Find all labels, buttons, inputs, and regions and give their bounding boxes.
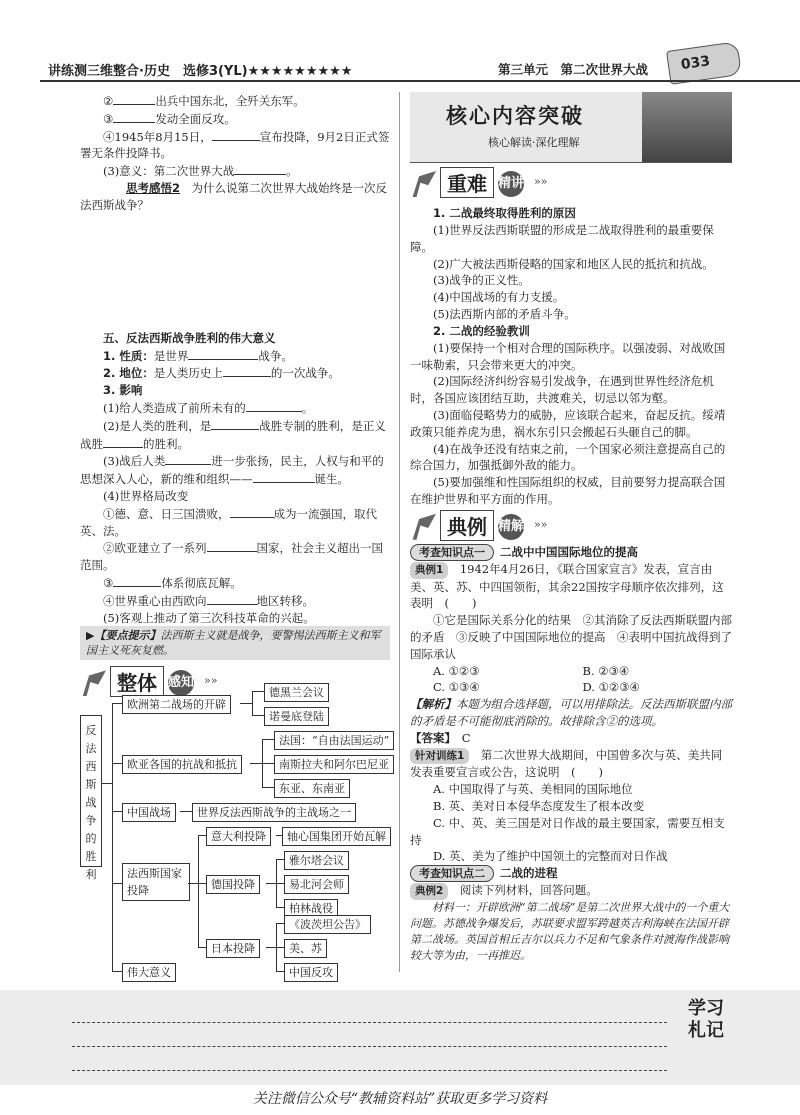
list-item: (4)世界格局改变: [103, 488, 189, 503]
tree-node: 伟大意义: [122, 963, 176, 982]
list-item: (5)法西斯内部的矛盾斗争。: [433, 306, 576, 321]
list-item: (2)是人类的胜利，是 战胜专制的胜利，是正义战胜 的胜利。: [80, 418, 386, 451]
options-row: [410, 679, 732, 696]
list-item: (5)客观上推动了第三次科技革命的兴起。: [103, 610, 315, 625]
tree-node: 德黑兰会议: [264, 683, 329, 702]
list-item: (1)给人类造成了前所未有的 。: [103, 400, 314, 415]
list-item: (3)战后人类 进一步张扬，民主，人权与和平的思想深入人心，新的维和组织—— 诞生。: [80, 454, 384, 487]
knowledge-tree: [80, 683, 390, 983]
list-item: 3. 影响: [103, 383, 143, 398]
tree-node: 易北河会师: [284, 875, 349, 894]
tree-node: 雅尔塔会议: [284, 851, 349, 870]
tree-node: 轴心国集团开始瓦解: [282, 827, 391, 846]
tree-node: 法西斯国家投降: [122, 863, 190, 901]
tree-node: 日本投降: [206, 939, 260, 958]
notes-title: 学习札记: [688, 998, 724, 1041]
think-label: 思考感悟2: [126, 180, 181, 195]
example-2: 典例2 阅读下列材料，回答问题。: [410, 882, 732, 900]
core-content-header: [410, 92, 732, 163]
section-title: 五、反法西斯战争胜利的伟大意义: [103, 330, 276, 345]
list-item: ①德、意、日三国溃败， 成为一流强国，取代英、法。: [80, 506, 377, 538]
focus-banner: 重难 精讲 »»: [410, 167, 732, 205]
example-statements: ①它是国际关系分化的结果 ②其消除了反法西斯联盟内部的矛盾 ③反映了中国国际地位的提高 ④表明中国抗战得到了国际承认: [410, 613, 732, 661]
material: 材料一：开辟欧洲“第二战场”是第二次世界大战中的一个重大问题。苏德战争爆发后，苏联要求盟军跨越英吉利海峡在法国开辟第二战场。英国首相丘吉尔以兵力不足和气象条件对渡海作战影响较大等为由，一再推迟。: [410, 900, 730, 962]
list-item: (5)要加强维和性国际组织的权威，目前要努力提高联合国在维护世界和平方面的作用。: [410, 475, 726, 506]
right-column: [410, 92, 732, 964]
tree-node: 意大利投降: [206, 827, 271, 846]
core-subtitle: 核心解读·深化理解: [488, 136, 580, 149]
list-item: (3)战争的正义性。: [433, 273, 530, 288]
list-item: ④1945年8月15日， 宣布投降，9月2日正式签署无条件投降书。: [80, 129, 390, 161]
list-item: (1)世界反法西斯联盟的形成是二战取得胜利的最重要保障。: [410, 223, 714, 254]
list-item: (4)在战争还没有结束之前，一个国家必须注意提高自己的综合国力，加强抵御外敌的能力。: [410, 441, 726, 473]
answer: 【答案】 C: [410, 730, 471, 745]
tip-box: ▶【要点提示】法西斯主义就是战争，要警惕法西斯主义和军国主义死灰复燃。: [80, 626, 390, 660]
tree-node: 法国：“自由法国运动”: [274, 731, 394, 750]
list-item: (3)面临侵略势力的威胁，应该联合起来，奋起反抗。绥靖政策只能养虎为患，祸水东引只会搬起石头砸自己的脚。: [410, 407, 726, 439]
option-c: C. ①③④: [433, 680, 480, 695]
tree-node: 欧亚各国的抗战和抵抗: [122, 755, 242, 774]
tree-node: 美、苏: [284, 939, 327, 958]
option-b: B. ②③④: [582, 663, 630, 678]
page-number-tag: [666, 41, 742, 85]
option-a: A. ①②③: [433, 663, 480, 678]
unit-title: 第三单元 第二次世界大战: [498, 62, 649, 77]
list-item: ③ 发动全面反攻。: [103, 111, 236, 126]
options-row: [410, 663, 732, 680]
list-item: (4)中国战场的有力支援。: [433, 290, 565, 305]
tree-node: 东亚、东南亚: [274, 779, 350, 798]
tree-node: 《波茨坦公告》: [284, 915, 371, 934]
tree-node: 中国战场: [122, 803, 176, 822]
section-title: 1. 二战最终取得胜利的原因: [433, 206, 576, 220]
option-b: B. 英、美对日本侵华态度发生了根本改变: [433, 798, 645, 813]
page-header: [0, 0, 800, 86]
list-item: (2)广大被法西斯侵略的国家和地区人民的抵抗和抗战。: [433, 256, 714, 271]
tree-node: 中国反攻: [284, 963, 338, 982]
tree-node: 德国投降: [206, 875, 260, 894]
list-item: ② 出兵中国东北，全歼关东军。: [103, 94, 305, 108]
option-d: D. ①②③④: [582, 680, 640, 695]
list-item: (2)国际经济纠纷容易引发战争，在遇到世界性经济危机时，各国应该团结互助，共渡难关，切忌以邻为壑。: [410, 374, 714, 406]
flag-icon: [410, 514, 436, 540]
list-item: ③ 体系彻底瓦解。: [103, 575, 242, 590]
tree-node: 欧洲第二战场的开辟: [122, 695, 231, 714]
option-d: D. 英、美为了维护中国领土的完整而对日作战: [433, 849, 668, 864]
list-item: 1. 性质：是世界 战争。: [103, 348, 293, 363]
knowledge-point-2: 考查知识点二 二战的进程: [410, 865, 732, 882]
training-1: 针对训练1 第二次世界大战期间，中国曾多次与英、美共同发表重要宣言或公告，这说明 ( ): [410, 747, 723, 780]
section-title: 2. 二战的经验教训: [433, 323, 530, 338]
footer-watermark: 关注微信公众号“教辅资料站”获取更多学习资料: [252, 1091, 548, 1107]
list-item: (3)意义：第二次世界大战 。: [103, 164, 298, 179]
list-item: 2. 地位：是人类历史上 的一次战争。: [103, 366, 340, 381]
core-title: 核心内容突破: [446, 104, 584, 128]
page-number: 033: [679, 53, 712, 74]
example-banner: 典例 精解 »»: [410, 510, 732, 544]
option-a: A. 中国取得了与英、美相同的国际地位: [433, 782, 633, 797]
tree-node: 诺曼底登陆: [264, 707, 329, 726]
notes-area: [0, 990, 800, 1085]
flag-icon: [410, 171, 436, 197]
analysis: 【解析】本题为组合选择题，可以用排除法。反法西斯联盟内部的矛盾是不可能彻底消除的。故排除含②的选项。: [410, 697, 732, 728]
column-divider: [399, 92, 400, 972]
left-column: [80, 92, 390, 704]
option-c: C. 中、英、美三国是对日作战的最主要国家，需要互相支持: [410, 815, 725, 847]
knowledge-point-1: 考查知识点一 二战中中国国际地位的提高: [410, 544, 732, 561]
tree-node: 世界反法西斯战争的主战场之一: [192, 803, 356, 822]
decorative-photo: [642, 92, 732, 162]
header-divider: [40, 80, 800, 82]
list-item: (1)要保持一个相对合理的国际秩序。以强凌弱、对战败国一味勒索，只会带来更大的冲突。: [410, 340, 726, 372]
overview-banner: 整体 感知 »»: [80, 666, 390, 704]
list-item: ④世界重心由西欧向 地区转移。: [103, 593, 314, 608]
book-title: 讲练测三维整合·历史 选修3(YL)★★★★★★★★★: [48, 64, 353, 79]
example-1: 典例1 1942年4月26日，《联合国家宣言》发表，宣言由美、英、苏、中四国领衔，其余22国按字母顺序依次排列，这表明 ( ): [410, 561, 724, 611]
tree-node: 柏林战役: [284, 899, 338, 918]
list-item: ②欧亚建立了一系列 国家，社会主义超出一国范围。: [80, 541, 383, 573]
think-question: 思考感悟2 为什么说第二次世界大战始终是一次反法西斯战争？: [80, 180, 388, 212]
tree-node: 南斯拉夫和阿尔巴尼亚: [274, 755, 394, 774]
tree-root: 反法西斯战争的胜利: [80, 715, 102, 867]
